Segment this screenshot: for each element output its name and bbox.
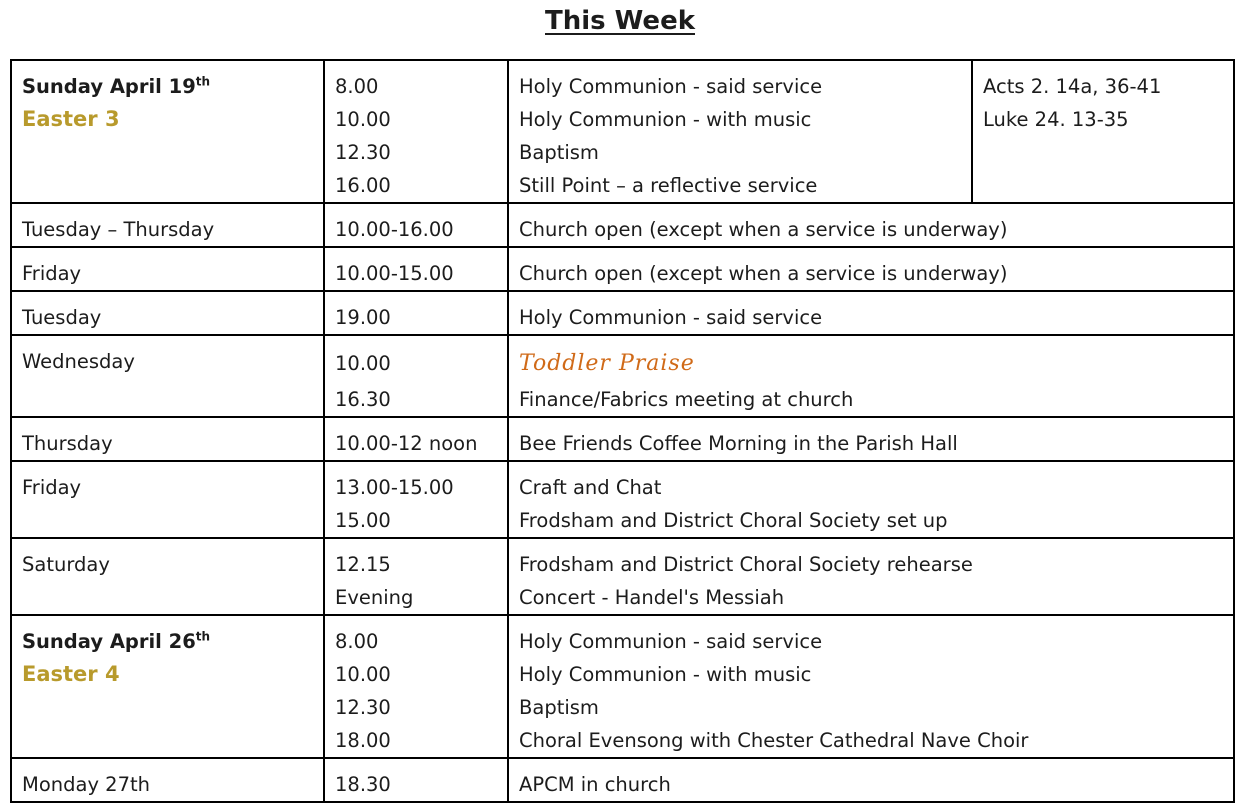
- event-text: Baptism: [519, 141, 599, 164]
- day-label: Saturday: [22, 553, 110, 576]
- event-cell: [508, 60, 972, 203]
- time-text: 13.00-15.00: [335, 476, 454, 499]
- time-text: 16.30: [335, 388, 391, 411]
- day-label: Tuesday: [22, 306, 102, 329]
- time-cell: [324, 758, 508, 802]
- table-row: [11, 417, 1234, 461]
- event-cell: [508, 291, 1234, 335]
- event-cell: [508, 461, 1234, 538]
- event-text: Choral Evensong with Chester Cathedral Nave Choir: [519, 729, 1029, 752]
- schedule-table: [10, 59, 1235, 803]
- day-label: Thursday: [22, 432, 113, 455]
- day-cell: [11, 615, 324, 758]
- event-cell: [508, 615, 1234, 758]
- time-text: 19.00: [335, 306, 391, 329]
- day-cell: [11, 291, 324, 335]
- event-cell: [508, 203, 1234, 247]
- time-text: 12.30: [335, 141, 391, 164]
- time-cell: [324, 461, 508, 538]
- event-cell: [508, 247, 1234, 291]
- event-text: Holy Communion - with music: [519, 663, 812, 686]
- event-text: Concert - Handel's Messiah: [519, 586, 785, 609]
- event-text: Finance/Fabrics meeting at church: [519, 388, 854, 411]
- event-text: Holy Communion - said service: [519, 75, 823, 98]
- time-cell: [324, 335, 508, 417]
- table-row: [11, 758, 1234, 802]
- table-row: [11, 335, 1234, 417]
- day-label: Tuesday – Thursday: [22, 218, 215, 241]
- table-row: [11, 538, 1234, 615]
- time-cell: [324, 247, 508, 291]
- time-cell: [324, 60, 508, 203]
- time-text: 10.00-16.00: [335, 218, 454, 241]
- easter-label: Easter 3: [22, 107, 120, 131]
- event-cell: [508, 538, 1234, 615]
- day-cell: [11, 335, 324, 417]
- event-text: Bee Friends Coffee Morning in the Parish Hall: [519, 432, 958, 455]
- time-text: 16.00: [335, 174, 391, 197]
- page-title: This Week: [545, 6, 695, 36]
- event-cell: [508, 758, 1234, 802]
- event-text: Craft and Chat: [519, 476, 662, 499]
- reading-text: Luke 24. 13-35: [983, 108, 1129, 131]
- day-cell: [11, 538, 324, 615]
- day-label: Monday 27th: [22, 773, 150, 796]
- event-cell: [508, 417, 1234, 461]
- reading-text: Acts 2. 14a, 36-41: [983, 75, 1162, 98]
- event-text: APCM in church: [519, 773, 671, 796]
- day-cell: [11, 461, 324, 538]
- time-text: 8.00: [335, 75, 379, 98]
- time-text: 10.00: [335, 663, 391, 686]
- event-text: Holy Communion - with music: [519, 108, 812, 131]
- toddler-praise-heading: Toddler Praise: [519, 351, 695, 376]
- day-label: Friday: [22, 262, 82, 285]
- time-text: 18.30: [335, 773, 391, 796]
- time-text: 10.00: [335, 352, 391, 375]
- time-text: 15.00: [335, 509, 391, 532]
- table-row: [11, 247, 1234, 291]
- table-row: [11, 615, 1234, 758]
- event-cell: [508, 335, 1234, 417]
- event-text: Church open (except when a service is underway): [519, 262, 1008, 285]
- time-cell: [324, 538, 508, 615]
- day-cell: [11, 758, 324, 802]
- day-cell: [11, 60, 324, 203]
- table-row: [11, 60, 1234, 203]
- table-row: [11, 461, 1234, 538]
- time-text: 12.15: [335, 553, 391, 576]
- day-label: Wednesday: [22, 350, 135, 373]
- time-text: 8.00: [335, 630, 379, 653]
- day-cell: [11, 417, 324, 461]
- day-cell: [11, 203, 324, 247]
- time-text: 10.00-12 noon: [335, 432, 478, 455]
- time-cell: [324, 203, 508, 247]
- day-cell: [11, 247, 324, 291]
- event-text: Holy Communion - said service: [519, 630, 823, 653]
- day-label: Sunday April 19th: [22, 74, 211, 98]
- time-text: 18.00: [335, 729, 391, 752]
- event-text: Baptism: [519, 696, 599, 719]
- readings-cell: [972, 60, 1234, 203]
- time-cell: [324, 615, 508, 758]
- time-cell: [324, 291, 508, 335]
- time-cell: [324, 417, 508, 461]
- table-row: [11, 291, 1234, 335]
- event-text: Holy Communion - said service: [519, 306, 823, 329]
- easter-label: Easter 4: [22, 662, 120, 686]
- time-text: 10.00: [335, 108, 391, 131]
- time-text: 10.00-15.00: [335, 262, 454, 285]
- time-text: 12.30: [335, 696, 391, 719]
- time-text: Evening: [335, 586, 414, 609]
- event-text: Still Point – a reflective service: [519, 174, 818, 197]
- day-label: Sunday April 26th: [22, 629, 211, 653]
- event-text: Church open (except when a service is underway): [519, 218, 1008, 241]
- event-text: Frodsham and District Choral Society rehearse: [519, 553, 973, 576]
- event-text: Frodsham and District Choral Society set up: [519, 509, 948, 532]
- day-label: Friday: [22, 476, 82, 499]
- table-row: [11, 203, 1234, 247]
